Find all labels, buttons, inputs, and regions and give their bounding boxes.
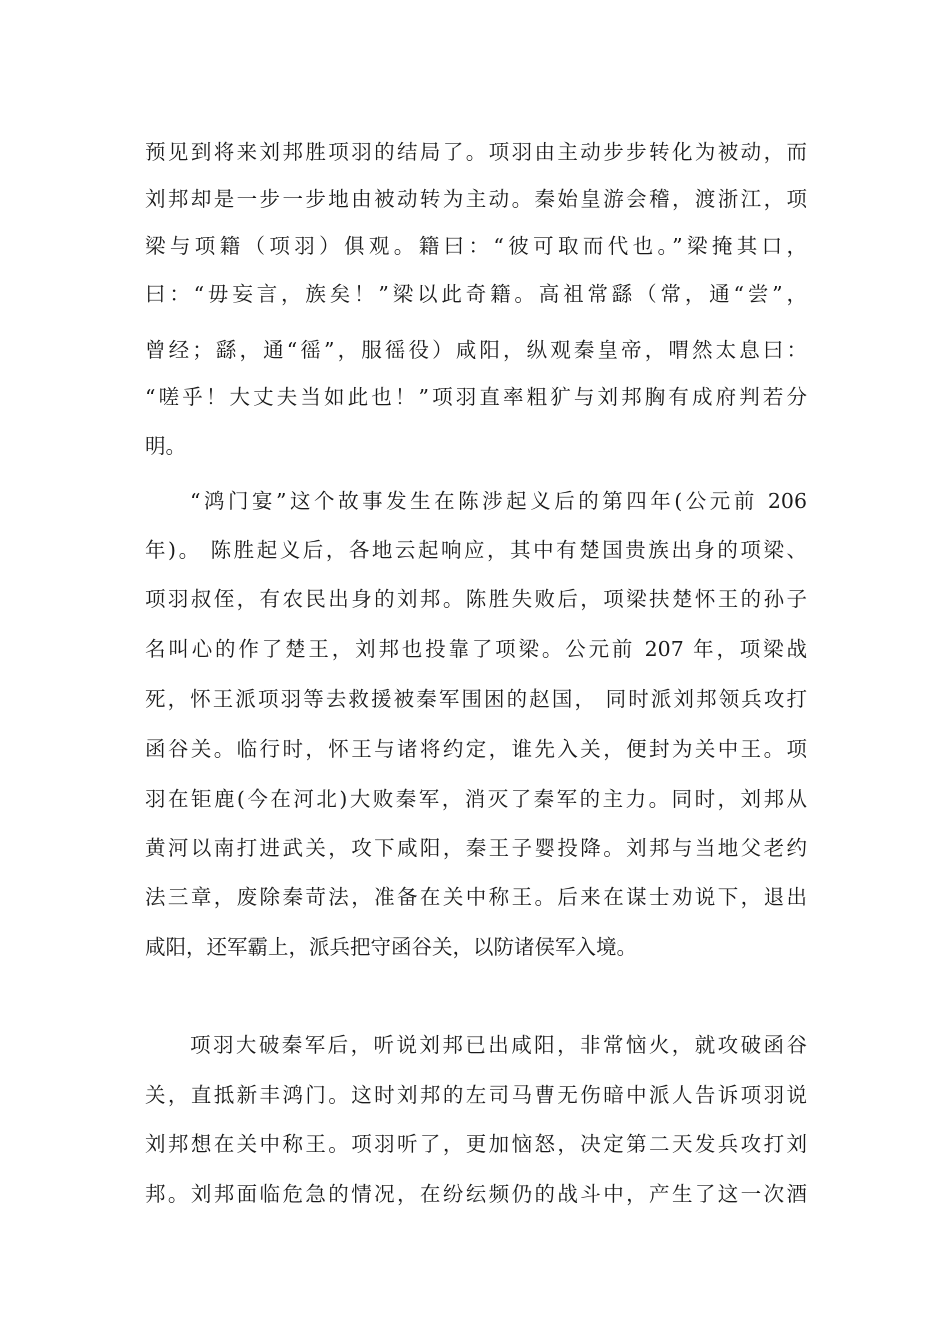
text-line: 黄河以南打进武关，攻下咸阳，秦王子婴投降。刘邦与当地父老约	[145, 836, 807, 860]
text-line: 刘邦想在关中称王。项羽听了，更加恼怒，决定第二天发兵攻打刘	[145, 1132, 807, 1156]
text-line: “鸿门宴”这个故事发生在陈涉起义后的第四年(公元前 206	[190, 489, 807, 513]
text-line: 刘邦却是一步一步地由被动转为主动。秦始皇游会稽，渡浙江，项	[145, 187, 807, 211]
text-line: 年)。 陈胜起义后，各地云起响应，其中有楚国贵族出身的项梁、	[145, 538, 807, 562]
text-line: 梁与项籍（项羽）俱观。籍曰：“彼可取而代也。”梁掩其口，	[145, 234, 807, 258]
text-line: 曰：“毋妄言，族矣！”梁以此奇籍。高祖常繇（常，通“尝”，	[145, 282, 807, 306]
text-line: 项羽叔侄，有农民出身的刘邦。陈胜失败后，项梁扶楚怀王的孙子	[145, 587, 807, 611]
text-line: 关，直抵新丰鸿门。这时刘邦的左司马曹无伤暗中派人告诉项羽说	[145, 1083, 807, 1107]
text-line: 项羽大破秦军后，听说刘邦已出咸阳，非常恼火，就攻破函谷	[190, 1033, 807, 1057]
text-line: 名叫心的作了楚王，刘邦也投靠了项梁。公元前 207 年，项梁战	[145, 637, 807, 661]
text-line: “嗟乎！大丈夫当如此也！”项羽直率粗犷与刘邦胸有成府判若分	[145, 385, 807, 409]
text-line: 曾经；繇，通“徭”，服徭役）咸阳，纵观秦皇帝，喟然太息曰：	[145, 338, 807, 362]
text-line: 邦。刘邦面临危急的情况，在纷纭频仍的战斗中，产生了这一次酒	[145, 1182, 807, 1206]
text-line: 明。	[145, 434, 186, 458]
text-line: 预见到将来刘邦胜项羽的结局了。项羽由主动步步转化为被动，而	[145, 140, 807, 164]
text-line: 法三章，废除秦苛法，准备在关中称王。后来在谋士劝说下，退出	[145, 885, 807, 909]
text-line: 死，怀王派项羽等去救援被秦军围困的赵国， 同时派刘邦领兵攻打	[145, 687, 807, 711]
text-line: 咸阳，还军霸上，派兵把守函谷关，以防诸侯军入境。	[145, 935, 637, 959]
text-line: 羽在钜鹿(今在河北)大败秦军，消灭了秦军的主力。同时，刘邦从	[145, 787, 807, 811]
text-line: 函谷关。临行时，怀王与诸将约定，谁先入关，便封为关中王。项	[145, 737, 807, 761]
